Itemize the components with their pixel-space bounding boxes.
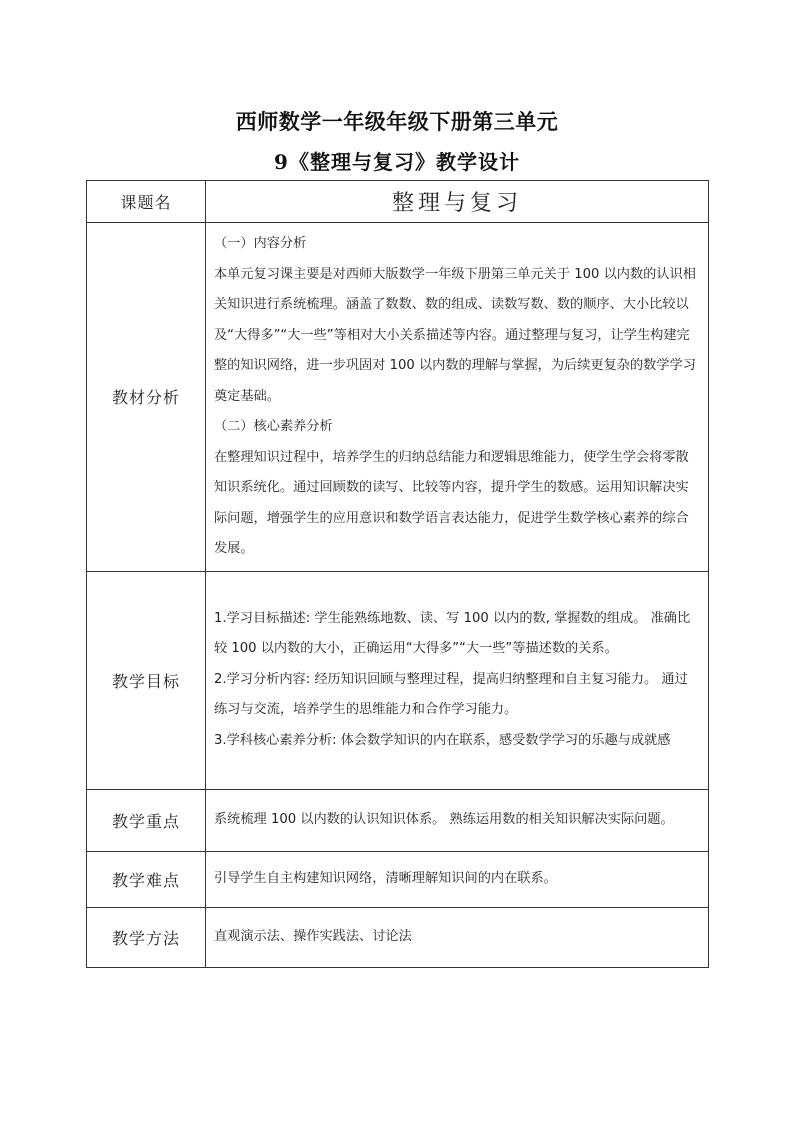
- goal-item-2: 2.学习分析内容: 经历知识回顾与整理过程，提高归纳整理和自主复习能力。 通过练习与交流，培养学生的思维能力和合作学习能力。: [214, 671, 688, 718]
- topic-label: 课题名: [87, 181, 206, 223]
- table-row: [87, 907, 709, 967]
- key-points-label: 教学重点: [87, 789, 206, 851]
- core-literacy-text: 在整理知识过程中，培养学生的归纳总结能力和逻辑思维能力，使学生学会将零散知识系统化。通过回顾数的读写、比较等内容，提升学生的数感。运用知识解决实际问题，增强学生的应用意识和数学语言表达能力，促进学生数学核心素养的综合发展。: [214, 449, 689, 556]
- teaching-goals-label: 教学目标: [87, 571, 206, 789]
- material-analysis-label: 教材分析: [87, 223, 206, 572]
- table-row: [87, 571, 709, 789]
- document-subtitle: 9《整理与复习》教学设计: [274, 150, 520, 174]
- document-title: 西师数学一年级年级下册第三单元: [235, 109, 559, 134]
- goal-item-3: 3.学科核心素养分析: 体会数学知识的内在联系，感受数学学习的乐趣与成就感: [214, 732, 671, 748]
- goal-item-1: 1.学习目标描述: 学生能熟练地数、读、写 100 以内的数, 掌握数的组成。 准确比较 100 以内数的大小，正确运用“大得多”“大一些”等描述数的关系。: [214, 610, 691, 657]
- difficulty-content: 引导学生自主构建知识网络，清晰理解知识间的内在联系。: [206, 851, 709, 907]
- lesson-plan-table: [86, 180, 709, 968]
- difficulty-label: 教学难点: [87, 851, 206, 907]
- table-row: [87, 223, 709, 572]
- method-content: 直观演示法、操作实践法、讨论法: [206, 907, 709, 967]
- content-analysis-heading: （一）内容分析: [214, 236, 307, 251]
- material-analysis-content: [206, 223, 709, 572]
- table-row: [87, 789, 709, 851]
- key-points-content: 系统梳理 100 以内数的认识知识体系。 熟练运用数的相关知识解决实际问题。: [206, 789, 709, 851]
- content-analysis-text: 本单元复习课主要是对西师大版数学一年级下册第三单元关于 100 以内数的认识相关知识进行系统梳理。涵盖了数数、数的组成、读数写数、数的顺序、大小比较以及“大得多”“大一些”等相对大小关系描述等内容。通过整理与复习，让学生构建完整的知识网络，进一步巩固对 100 以内数的理解与掌握，为后续更复杂的数学学习奠定基础。: [214, 266, 696, 404]
- table-row: [87, 181, 709, 223]
- core-literacy-heading: （二）核心素养分析: [214, 419, 333, 434]
- teaching-goals-content: [206, 571, 709, 789]
- topic-value: 整理与复习: [206, 181, 709, 223]
- method-label: 教学方法: [87, 907, 206, 967]
- table-row: [87, 851, 709, 907]
